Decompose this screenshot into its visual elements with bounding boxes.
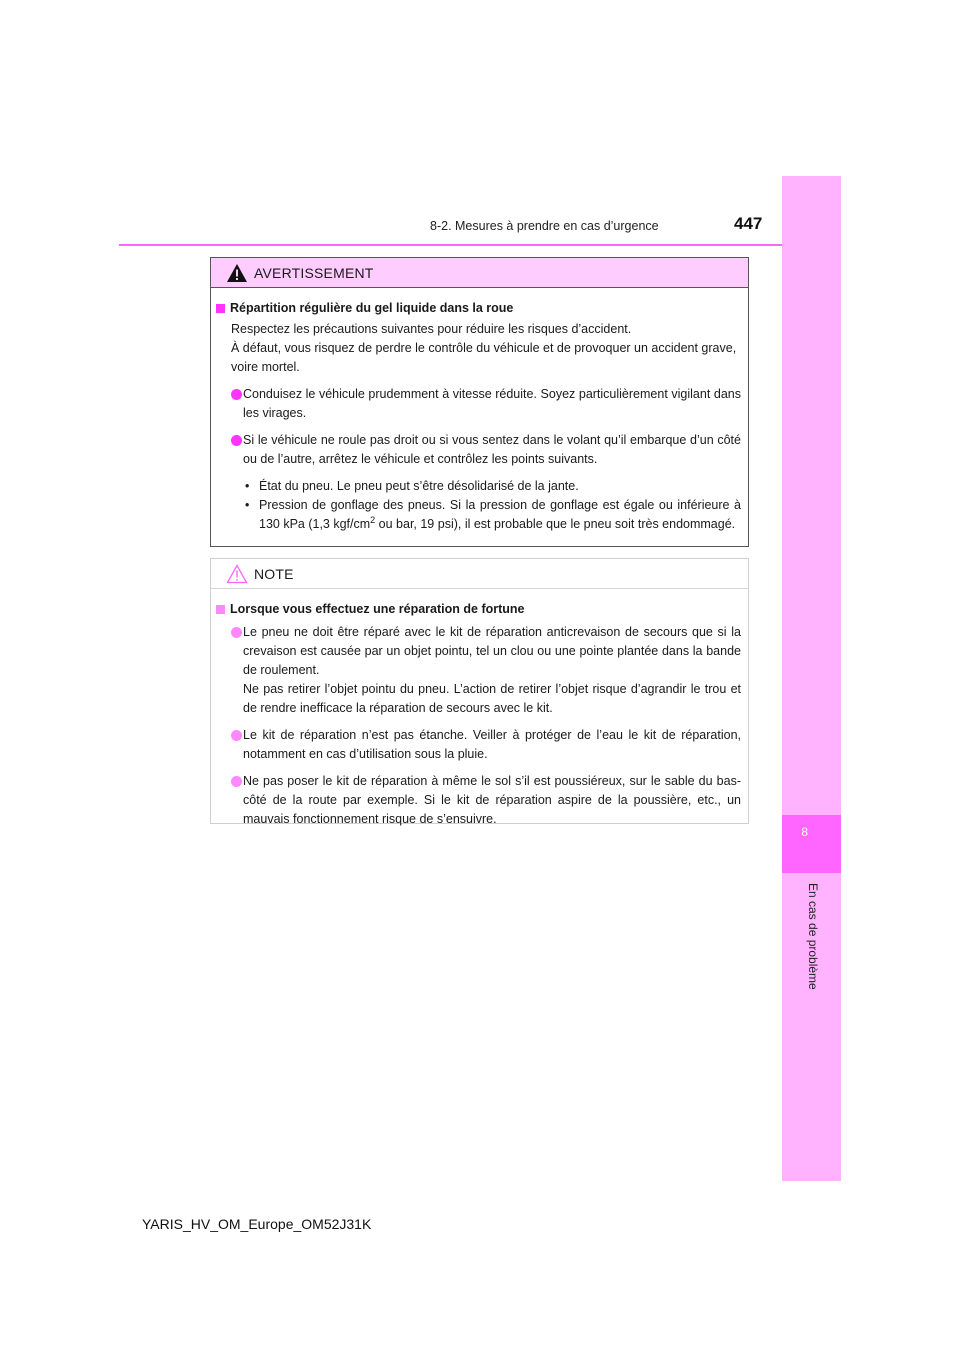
note-bullet-text <box>243 623 741 718</box>
square-bullet-icon <box>216 304 225 313</box>
note-header <box>211 559 748 589</box>
warning-sub-item-text <box>259 496 741 534</box>
round-bullet-icon <box>231 389 242 400</box>
round-bullet-icon <box>231 627 242 638</box>
pressure-text-before: Pression de gonflage des pneus. Si la pression de gonflage est égale ou inférieure à 130 kPa (1,3 kgf/cm <box>259 498 741 531</box>
warning-filled-triangle-icon <box>226 263 248 283</box>
warning-sub-list <box>215 477 741 534</box>
square-bullet-icon <box>216 605 225 614</box>
note-bullet-text: Le kit de réparation n’est pas étanche. Veiller à protéger de l’eau le kit de réparation, notamment en cas d’utilisation sous la pluie. <box>243 728 741 761</box>
warning-title: AVERTISSEMENT <box>254 264 374 281</box>
round-bullet-icon <box>231 435 242 446</box>
warning-box <box>210 257 749 547</box>
sub-bullet-marker: • <box>245 498 250 512</box>
note-bullet <box>215 772 741 829</box>
note-bullet <box>215 623 741 718</box>
note-box <box>210 558 749 824</box>
superscript: 2 <box>370 514 376 525</box>
warning-intro-2: À défaut, vous risquez de perdre le contrôle du véhicule et de provoquer un accident grave, voire mortel. <box>231 341 737 374</box>
warning-bullet <box>215 385 741 423</box>
caution-outline-triangle-icon <box>226 564 248 584</box>
header-divider <box>119 244 841 246</box>
round-bullet-icon <box>231 730 242 741</box>
chapter-label: En cas de problème <box>806 883 820 990</box>
warning-section-title <box>215 299 741 318</box>
note-bullet <box>215 726 741 764</box>
warning-header <box>211 258 748 288</box>
warning-sub-item <box>245 477 741 496</box>
sub-bullet-marker: • <box>245 479 250 493</box>
warning-section-title-text: Répartition régulière du gel liquide dans la roue <box>230 301 514 315</box>
note-title: NOTE <box>254 565 294 582</box>
note-bullet-text: Ne pas poser le kit de réparation à même le sol s’il est poussiéreux, sur le sable du bas-côté de la route par exemple. Si le kit de réparation aspire de la poussière, etc., un mauvais fonctionnement risque de s’ensuivre. <box>243 774 741 826</box>
warning-body <box>211 288 748 534</box>
note-section-title-text: Lorsque vous effectuez une réparation de fortune <box>230 602 525 616</box>
warning-bullet-text: Si le véhicule ne roule pas droit ou si vous sentez dans le volant qu’il embarque d’un côté ou de l’autre, arrêtez le véhicule et contrôlez les points suivants. <box>243 433 741 466</box>
note-bullet-line: Le pneu ne doit être réparé avec le kit de réparation anticrevaison de secours que si la crevaison est causée par un objet pointu, tel un clou ou une pointe plantée dans la bande de roulement. <box>243 625 741 677</box>
warning-sub-item <box>245 496 741 534</box>
chapter-side-tab <box>782 176 841 1181</box>
note-bullet-line: Ne pas retirer l’objet pointu du pneu. L’action de retirer l’objet risque d’agrandir le trou et de rendre inefficace la réparation de secours avec le kit. <box>243 682 741 715</box>
note-body <box>211 589 748 829</box>
chapter-number: 8 <box>801 825 808 839</box>
running-header-section: 8-2. Mesures à prendre en cas d’urgence <box>430 219 659 233</box>
round-bullet-icon <box>231 776 242 787</box>
document-code: YARIS_HV_OM_Europe_OM52J31K <box>142 1216 372 1232</box>
warning-bullet-text: Conduisez le véhicule prudemment à vitesse réduite. Soyez particulièrement vigilant dans les virages. <box>243 387 741 420</box>
page-number: 447 <box>734 214 763 233</box>
chapter-number-block <box>782 815 841 873</box>
warning-sub-item-text: État du pneu. Le pneu peut s’être désolidarisé de la jante. <box>259 479 579 493</box>
warning-bullet <box>215 431 741 469</box>
note-section-title <box>215 600 741 619</box>
pressure-text-after: ou bar, 19 psi), il est probable que le pneu soit très endommagé. <box>375 517 736 531</box>
warning-intro-1: Respectez les précautions suivantes pour réduire les risques d’accident. <box>231 322 632 336</box>
